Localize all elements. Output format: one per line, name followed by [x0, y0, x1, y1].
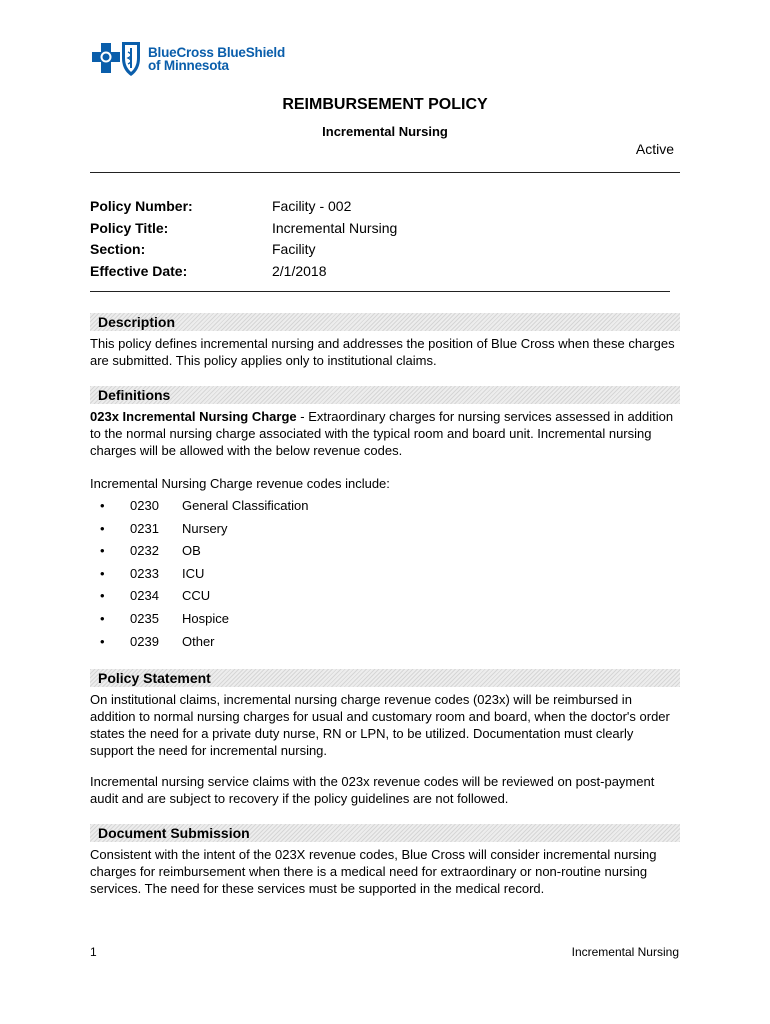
revenue-code-desc: Other	[182, 633, 215, 649]
meta-value: 2/1/2018	[272, 262, 327, 279]
meta-value: Incremental Nursing	[272, 219, 398, 236]
revenue-code: 0233	[130, 565, 159, 581]
revenue-codes-list	[100, 495, 308, 653]
bullet-icon: •	[100, 633, 105, 649]
document-submission-text: Consistent with the intent of the 023X revenue codes, Blue Cross will consider incremental nursing charges for reimbursement when there is a medical need for extraordinary or non-routine nursing services. The need for these services must be supported in the medical record.	[90, 847, 657, 896]
definitions-heading: Definitions	[98, 387, 171, 403]
policy-statement-heading: Policy Statement	[98, 670, 211, 686]
revenue-code: 0234	[130, 588, 159, 604]
meta-row	[90, 196, 397, 218]
description-heading: Description	[98, 314, 176, 330]
meta-row	[90, 218, 397, 240]
list-item	[100, 518, 308, 541]
revenue-code: 0239	[130, 633, 159, 649]
description-text: This policy defines incremental nursing and addresses the position of Blue Cross when these charges are submitted. This policy applies only to institutional claims.	[90, 336, 675, 368]
meta-divider	[90, 291, 670, 292]
meta-value: Facility - 002	[272, 198, 352, 214]
list-item	[100, 585, 308, 608]
bcbs-logo	[92, 40, 285, 78]
revenue-codes-intro: Incremental Nursing Charge revenue codes include:	[90, 476, 390, 491]
revenue-code-desc: General Classification	[182, 498, 309, 513]
definition-term: 023x Incremental Nursing Charge	[90, 409, 297, 424]
meta-row	[90, 239, 397, 261]
bullet-icon: •	[100, 610, 105, 626]
meta-value: Facility	[272, 241, 316, 257]
cross-shield-icon	[92, 40, 142, 78]
revenue-code-desc: ICU	[182, 565, 205, 581]
list-item	[100, 495, 308, 518]
footer-title: Incremental Nursing	[571, 945, 679, 959]
policy-status: Active	[635, 141, 674, 157]
definition-body: - Extraordinary charges for nursing services assessed in addition to the normal nursing charge associated with the typical room and board unit. Incremental nursing charges will be allowed with the below revenue codes.	[90, 409, 674, 458]
bullet-icon: •	[100, 588, 105, 604]
definition-text	[90, 408, 680, 459]
list-item	[100, 631, 308, 654]
logo-line-2: of Minnesota	[148, 58, 229, 73]
header-divider	[90, 172, 680, 173]
policy-statement-heading-bar	[90, 669, 680, 687]
policy-meta	[90, 196, 397, 282]
page-number: 1	[90, 945, 97, 959]
list-item	[100, 608, 308, 631]
policy-statement-para-2: Incremental nursing service claims with the 023x revenue codes will be reviewed on post-payment audit and are subject to recovery if the policy guidelines are not followed.	[90, 774, 655, 806]
bullet-icon: •	[100, 543, 105, 559]
bullet-icon: •	[100, 565, 105, 581]
revenue-code: 0232	[130, 543, 159, 559]
logo-wordmark	[148, 46, 285, 72]
logo-line-1: BlueCross BlueShield	[148, 45, 286, 60]
description-heading-bar	[90, 313, 680, 331]
document-submission-heading-bar	[90, 824, 680, 842]
meta-label: Effective Date:	[90, 262, 188, 279]
meta-label: Policy Number:	[90, 198, 193, 214]
cross-shield-logo-mark	[92, 40, 142, 78]
revenue-code-desc: CCU	[182, 588, 211, 604]
document-submission-heading: Document Submission	[98, 825, 250, 841]
revenue-code-desc: OB	[182, 543, 201, 559]
meta-row	[90, 261, 397, 283]
policy-statement-para-1: On institutional claims, incremental nursing charge revenue codes (023x) will be reimbursed in addition to normal nursing charges for usual and customary room and board, when the doctor's order states the need for a private duty nurse, RN or LPN, to be utilized. Documentation must clearly support the need for incremental nursing.	[90, 692, 670, 758]
revenue-code: 0231	[130, 520, 159, 536]
revenue-code-desc: Nursery	[182, 520, 228, 536]
revenue-code: 0230	[130, 498, 159, 513]
bullet-icon: •	[100, 520, 105, 536]
meta-label: Section:	[90, 241, 146, 257]
meta-label: Policy Title:	[90, 219, 169, 236]
revenue-code: 0235	[130, 610, 159, 626]
revenue-code-desc: Hospice	[182, 610, 229, 626]
list-item	[100, 540, 308, 563]
definitions-heading-bar	[90, 386, 680, 404]
list-item	[100, 563, 308, 586]
bullet-icon: •	[100, 498, 105, 513]
document-title: REIMBURSEMENT POLICY	[282, 96, 488, 113]
document-subtitle: Incremental Nursing	[322, 124, 448, 139]
